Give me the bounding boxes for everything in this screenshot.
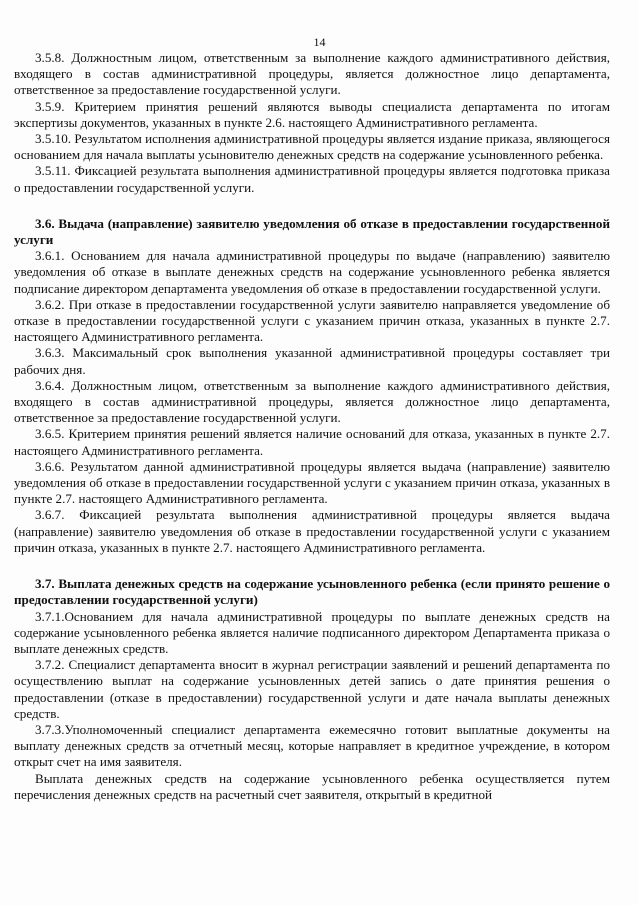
- paragraph-3-6-7: 3.6.7. Фиксацией результата выполнения административной процедуры является выдача (направление) заявителю уведомления об отказе в предоставлении государственной услуги с указанием причин отказа, указанных в пункте 2.7. настоящего Административного регламента.: [14, 507, 610, 555]
- paragraph-3-6-6: 3.6.6. Результатом данной административной процедуры является выдача (направление) заявителю уведомления об отказе в предоставлении государственной услуги с указанием причин отказа, указанных в пункте 2.7. настоящего Административного регламента.: [14, 458, 610, 507]
- paragraph-3-5-8: 3.5.8. Должностным лицом, ответственным за выполнение каждого административного действия, входящего в состав административной процедуры, является должностное лицо департамента, ответственное за предоставление государственной услуги.: [14, 50, 610, 98]
- paragraph-3-6-5: 3.6.5. Критерием принятия решений является наличие оснований для отказа, указанных в пункте 2.7. настоящего Административного регламента.: [14, 426, 610, 458]
- paragraph-3-7-3: 3.7.3.Уполномоченный специалист департамента ежемесячно готовит выплатные документы на выплату денежных средств за отчетный месяц, которые направляет в кредитное учреждение, в котором открыт счет на имя заявителя.: [14, 721, 610, 770]
- paragraph-3-6-4: 3.6.4. Должностным лицом, ответственным за выполнение каждого административного действия, входящего в состав административной процедуры, является должностное лицо департамента, ответственное за предоставление государственной услуги.: [14, 377, 610, 426]
- paragraph-payment-method: Выплата денежных средств на содержание усыновленного ребенка осуществляется путем перечисления денежных средств на расчетный счет заявителя, открытый в кредитной: [14, 770, 610, 802]
- section-heading-3-6: 3.6. Выдача (направление) заявителю уведомления об отказе в предоставлении государственной услуги: [14, 215, 610, 248]
- section-gap: [14, 556, 610, 576]
- paragraph-3-6-3: 3.6.3. Максимальный срок выполнения указанной административной процедуры составляет три рабочих дня.: [14, 345, 610, 377]
- section-heading-3-7: 3.7. Выплата денежных средств на содержание усыновленного ребенка (если принято решение о предоставлении государственной услуги): [14, 576, 610, 608]
- paragraph-3-5-10: 3.5.10. Результатом исполнения административной процедуры является издание приказа, являющегося основанием для начала выплаты усыновителю денежных средств на содержание усыновленного ребенка.: [14, 131, 610, 163]
- paragraph-3-5-9: 3.5.9. Критерием принятия решений являются выводы специалиста департамента по итогам экспертизы документов, указанных в пункте 2.6. настоящего Административного регламента.: [14, 98, 610, 130]
- section-gap: [14, 196, 610, 216]
- paragraph-3-7-1: 3.7.1.Основанием для начала административной процедуры по выплате денежных средств на содержание усыновленного ребенка является наличие подписанного директором Департамента приказа о выплате денежных средств.: [14, 608, 610, 656]
- paragraph-3-6-2: 3.6.2. При отказе в предоставлении государственной услуги заявителю направляется уведомление об отказе в предоставлении государственной услуги с указанием причин отказа, указанных в пункте 2.7. настоящего Административного регламента.: [14, 296, 610, 345]
- paragraph-3-6-1: 3.6.1. Основанием для начала административной процедуры по выдаче (направлению) заявителю уведомления об отказе в выплате денежных средств на содержание усыновленного ребенка является подписание директором департамента уведомления об отказе в предоставлении государственной услуги.: [14, 248, 610, 296]
- page-number: 14: [313, 35, 326, 49]
- paragraph-3-5-11: 3.5.11. Фиксацией результата выполнения административной процедуры является подготовка приказа о предоставлении государственной услуги.: [14, 163, 610, 195]
- paragraph-3-7-2: 3.7.2. Специалист департамента вносит в журнал регистрации заявлений и решений департамента по осуществлению выплат на содержание усыновленных детей запись о дате принятия решения о предоставлении (отказе в предоставлении) государственной услуги и дате начала выплаты денежных средств.: [14, 657, 610, 721]
- document-body: [14, 50, 610, 803]
